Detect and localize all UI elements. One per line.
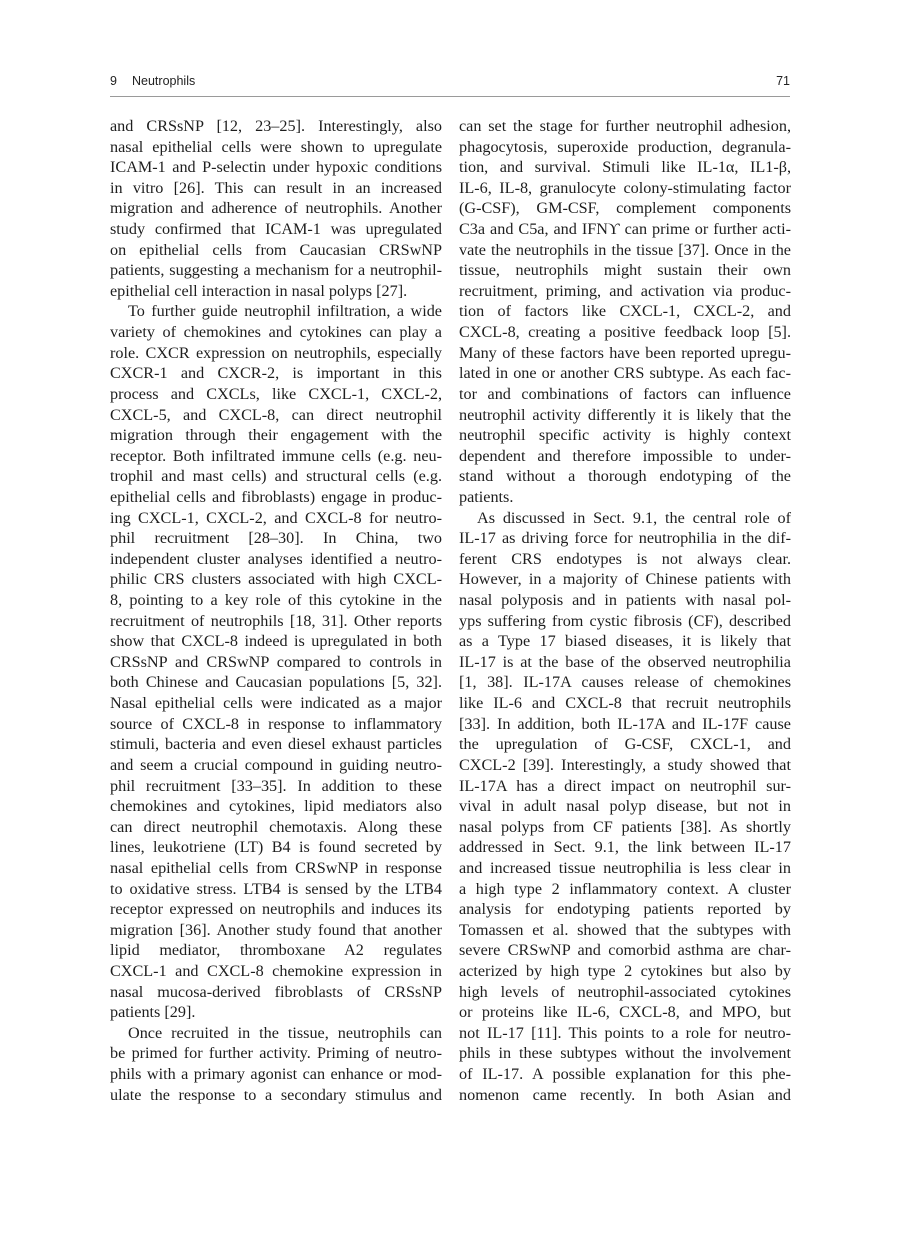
- text-line: and CRSsNP [12, 23–25]. Interestingly, also: [110, 117, 442, 135]
- text-line: and increased tissue neutrophilia is less clear in: [459, 858, 791, 877]
- text-line: CRSsNP and CRSwNP compared to controls in: [110, 652, 442, 671]
- text-line: trophil and mast cells) and structural cells (e.g.: [110, 467, 442, 486]
- text-line: epithelial cells and fibroblasts) engage in produc-: [110, 487, 442, 506]
- text-line: As discussed in Sect. 9.1, the central role of: [477, 508, 791, 527]
- text-line: Tomassen et al. showed that the subtypes with: [459, 920, 791, 939]
- text-line: severe CRSwNP and comorbid asthma are char-: [459, 941, 791, 960]
- text-line: patients, suggesting a mechanism for a neutrophil-: [110, 261, 442, 280]
- text-line: lines, leukotriene (LT) B4 is found secreted by: [110, 838, 442, 857]
- text-line: addressed in Sect. 9.1, the link between IL-17: [459, 838, 791, 857]
- text-line: can set the stage for further neutrophil adhesion,: [459, 117, 791, 135]
- text-line: CXCL-5, and CXCL-8, can direct neutrophil: [110, 405, 442, 424]
- text-line: C3a and C5a, and IFNϒ can prime or further acti-: [459, 220, 791, 239]
- chapter-number: 9: [110, 74, 117, 88]
- text-line: both Chinese and Caucasian populations [5, 32].: [110, 673, 442, 692]
- text-line: patients [29].: [110, 1003, 196, 1022]
- text-line: (G-CSF), GM-CSF, complement components: [459, 199, 791, 218]
- text-line: CXCR-1 and CXCR-2, is important in this: [110, 364, 442, 383]
- text-line: patients.: [459, 487, 514, 506]
- text-line: ing CXCL-1, CXCL-2, and CXCL-8 for neutro-: [110, 508, 442, 527]
- text-line: IL-6, IL-8, granulocyte colony-stimulating factor: [459, 178, 791, 197]
- text-line: phil recruitment [28–30]. In China, two: [110, 529, 442, 548]
- text-line: nasal polyps from CF patients [38]. As shortly: [459, 817, 791, 836]
- text-line: role. CXCR expression on neutrophils, especially: [110, 343, 442, 362]
- text-line: receptor expressed on neutrophils and induces its: [110, 900, 442, 919]
- text-line: analysis for endotyping patients reported by: [459, 900, 791, 919]
- text-line: independent cluster analyses identified a neutro-: [110, 549, 442, 568]
- text-line: ICAM-1 and P-selectin under hypoxic conditions: [110, 158, 442, 177]
- text-line: 8, pointing to a key role of this cytokine in the: [110, 591, 442, 610]
- text-line: migration through their engagement with the: [110, 426, 442, 445]
- text-line: of IL-17. A possible explanation for this phe-: [459, 1065, 791, 1084]
- text-line: CXCL-1 and CXCL-8 chemokine expression in: [110, 961, 442, 980]
- text-line: show that CXCL-8 indeed is upregulated in both: [110, 632, 442, 651]
- text-line: high levels of neutrophil-associated cytokines: [459, 982, 791, 1001]
- text-line: stand without a thorough endotyping of the: [459, 467, 791, 486]
- text-line: not IL-17 [11]. This points to a role for neutro-: [459, 1023, 791, 1042]
- text-line: a high type 2 inflammatory context. A cluster: [459, 879, 791, 898]
- text-line: lated in one or another CRS subtype. As each fac-: [459, 364, 791, 383]
- text-line: lipid mediator, thromboxane A2 regulates: [110, 941, 442, 960]
- text-line: nasal epithelial cells were shown to upregulate: [110, 137, 442, 156]
- text-line: variety of chemokines and cytokines can play a: [110, 323, 442, 342]
- text-line: IL-17 as driving force for neutrophilia in the dif-: [459, 529, 791, 548]
- text-line: IL-17 is at the base of the observed neutrophilia: [459, 652, 791, 671]
- text-line: nasal epithelial cells from CRSwNP in response: [110, 858, 442, 877]
- text-line: phil recruitment [33–35]. In addition to these: [110, 776, 442, 795]
- text-line: migration [36]. Another study found that another: [110, 920, 442, 939]
- text-line: chemokines and cytokines, lipid mediators also: [110, 797, 442, 816]
- text-line: study confirmed that ICAM-1 was upregulated: [110, 220, 442, 239]
- text-line: stimuli, bacteria and even diesel exhaust particles: [110, 735, 442, 754]
- text-line: [1, 38]. IL-17A causes release of chemokines: [459, 673, 791, 692]
- left-text-column: [110, 116, 442, 1105]
- text-line: dependent and therefore impossible to under-: [459, 446, 791, 465]
- text-line: yps suffering from cystic fibrosis (CF), described: [459, 611, 791, 630]
- text-line: phils with a primary agonist can enhance or mod-: [110, 1065, 442, 1084]
- text-line: acterized by high type 2 cytokines but also by: [459, 961, 791, 980]
- text-line: or proteins like IL-6, CXCL-8, and MPO, but: [459, 1003, 791, 1022]
- text-line: IL-17A has a direct impact on neutrophil sur-: [459, 776, 791, 795]
- text-line: vival in adult nasal polyp disease, but not in: [459, 797, 791, 816]
- text-line: nasal polyposis and in patients with nasal pol-: [459, 591, 791, 610]
- text-line: source of CXCL-8 in response to inflammatory: [110, 714, 442, 733]
- text-line: Nasal epithelial cells were indicated as a major: [110, 694, 442, 713]
- text-line: the upregulation of G-CSF, CXCL-1, and: [459, 735, 791, 754]
- text-line: tor and combinations of factors can influence: [459, 384, 791, 403]
- text-line: CXCL-2 [39]. Interestingly, a study showed that: [459, 755, 791, 774]
- text-line: CXCL-8, creating a positive feedback loop [5].: [459, 323, 791, 342]
- text-line: to oxidative stress. LTB4 is sensed by the LTB4: [110, 879, 442, 898]
- page-number: 71: [776, 74, 790, 88]
- text-line: recruitment, priming, and activation via produc-: [459, 281, 791, 300]
- text-line: nasal mucosa-derived fibroblasts of CRSsNP: [110, 982, 442, 1001]
- text-line: in vitro [26]. This can result in an increased: [110, 178, 442, 197]
- text-line: be primed for further activity. Priming of neutro-: [110, 1044, 442, 1063]
- text-line: To further guide neutrophil infiltration, a wide: [128, 302, 442, 321]
- text-line: ulate the response to a secondary stimulus and: [110, 1085, 442, 1104]
- text-line: process and CXCLs, like CXCL-1, CXCL-2,: [110, 384, 442, 403]
- running-head: [110, 74, 790, 94]
- text-line: Many of these factors have been reported upregu-: [459, 343, 791, 362]
- text-line: vate the neutrophils in the tissue [37]. Once in the: [459, 240, 791, 259]
- text-line: epithelial cell interaction in nasal polyps [27].: [110, 281, 408, 300]
- text-line: ferent CRS endotypes is not always clear.: [459, 549, 791, 568]
- text-line: philic CRS clusters associated with high CXCL-: [110, 570, 442, 589]
- text-line: However, in a majority of Chinese patients with: [459, 570, 791, 589]
- text-line: tion, and survival. Stimuli like IL-1α, IL1-β,: [459, 158, 791, 177]
- text-line: recruitment of neutrophils [18, 31]. Other reports: [110, 611, 442, 630]
- text-line: migration and adherence of neutrophils. Another: [110, 199, 442, 218]
- chapter-title: Neutrophils: [132, 74, 196, 88]
- text-line: neutrophil specific activity is highly context: [459, 426, 791, 445]
- text-line: on epithelial cells from Caucasian CRSwNP: [110, 240, 442, 259]
- text-line: can direct neutrophil chemotaxis. Along these: [110, 817, 442, 836]
- text-line: Once recruited in the tissue, neutrophils can: [128, 1023, 442, 1042]
- text-line: phils in these subtypes without the involvement: [459, 1044, 791, 1063]
- text-line: like IL-6 and CXCL-8 that recruit neutrophils: [459, 694, 791, 713]
- text-line: receptor. Both infiltrated immune cells (e.g. neu-: [110, 446, 442, 465]
- right-text-column: [459, 116, 791, 1105]
- text-line: and seem a crucial compound in guiding neutro-: [110, 755, 442, 774]
- text-line: phagocytosis, superoxide production, degranula-: [459, 137, 791, 156]
- header-rule: [110, 96, 790, 97]
- text-line: [33]. In addition, both IL-17A and IL-17F cause: [459, 714, 791, 733]
- text-line: tion of factors like CXCL-1, CXCL-2, and: [459, 302, 791, 321]
- text-line: tissue, neutrophils might sustain their own: [459, 261, 791, 280]
- text-line: nomenon came recently. In both Asian and: [459, 1085, 791, 1104]
- text-line: as a Type 17 biased diseases, it is likely that: [459, 632, 791, 651]
- text-line: neutrophil activity differently it is likely that the: [459, 405, 791, 424]
